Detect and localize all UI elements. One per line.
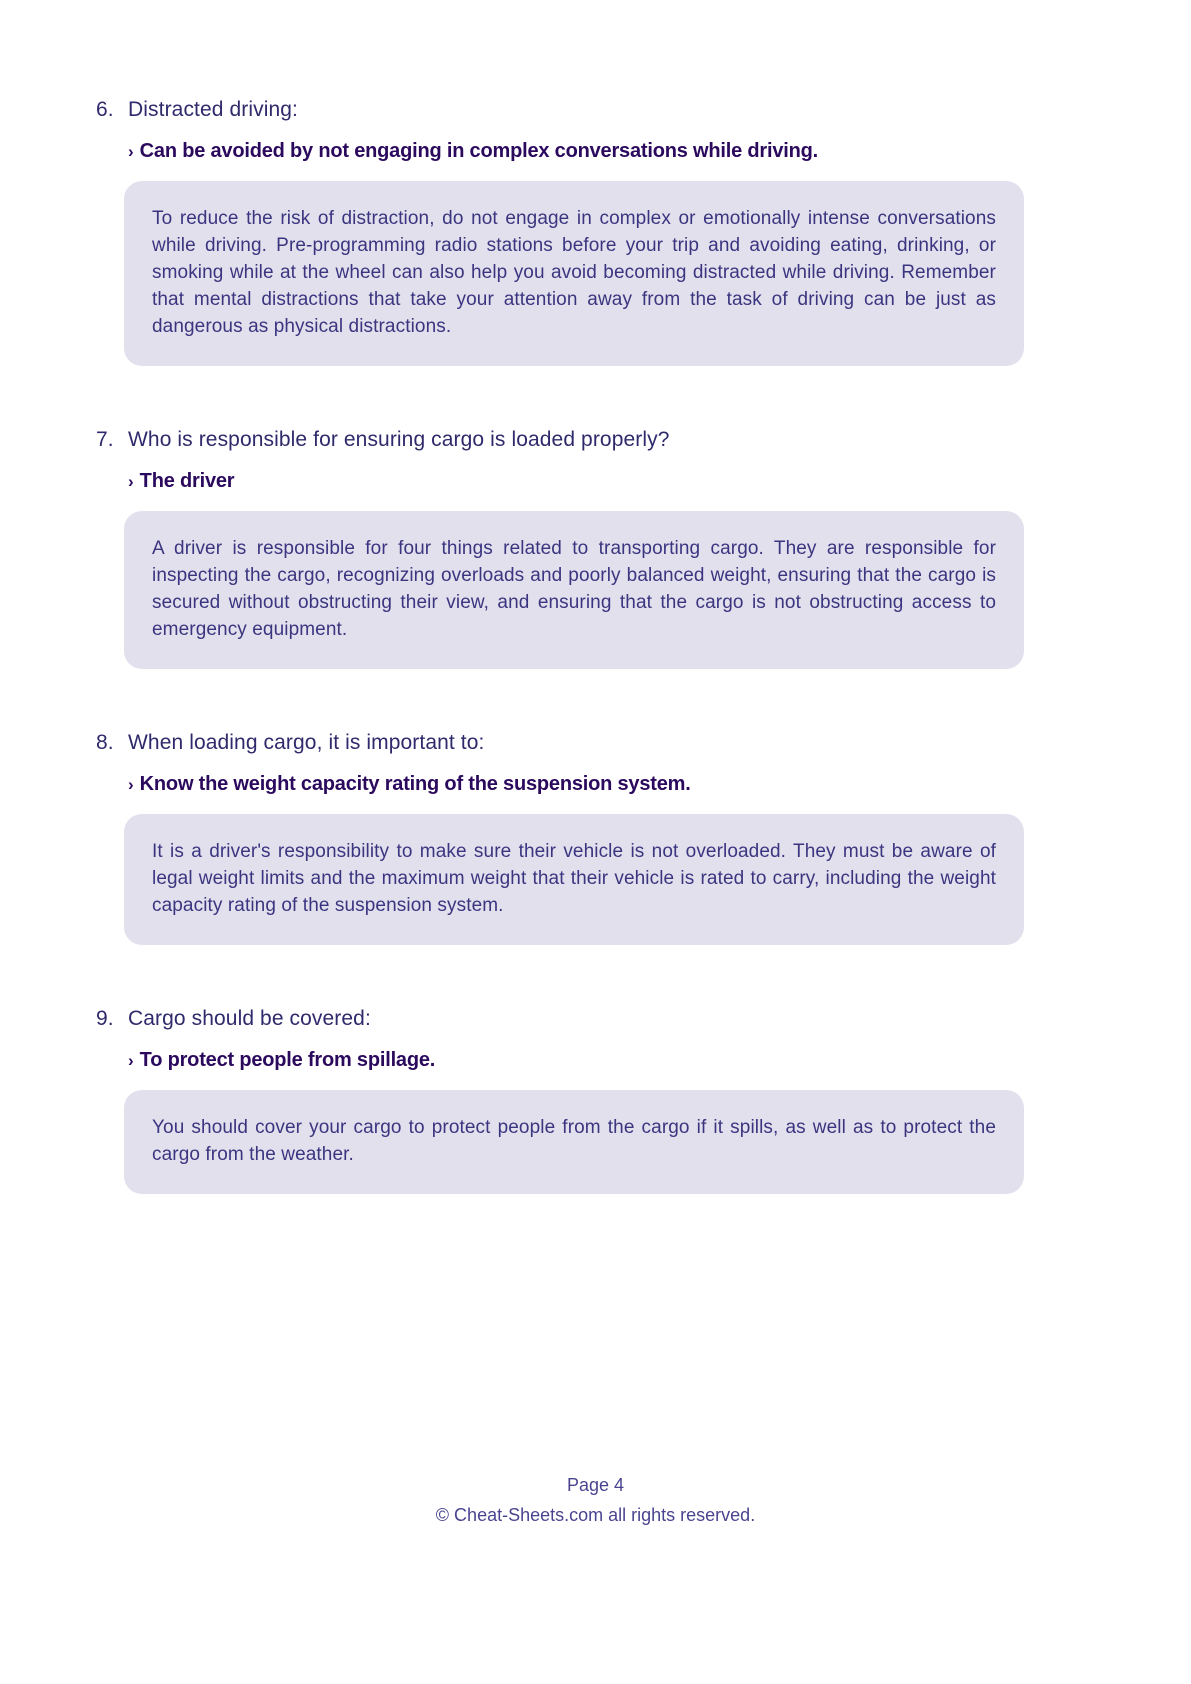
explanation-box [124,1090,1024,1194]
explanation-box [124,181,1024,366]
question-text: Who is responsible for ensuring cargo is loaded properly? [128,428,670,451]
answer-text: The driver [139,470,235,492]
explanation-text: To reduce the risk of distraction, do not engage in complex or emotionally intense conversations while driving. Pre-programming radio stations before your trip and avoiding eating, drinking, or smoking while at the wheel can also help you avoid becoming distracted while driving. Remember that mental distractions that take your attention away from the task of driving can be just as dangerous as physical distractions. [152,208,996,337]
question-row [96,729,1026,757]
question-number: 6. [96,98,114,121]
chevron-right-icon: › [128,142,134,161]
answer-row [128,468,1026,495]
answer-text: Can be avoided by not engaging in complex conversations while driving. [139,140,819,162]
explanation-box [124,814,1024,945]
page-number: Page 4 [566,1475,625,1495]
explanation-text: You should cover your cargo to protect people from the cargo if it spills, as well as to protect the cargo from the weather. [152,1117,996,1165]
explanation-text: A driver is responsible for four things related to transporting cargo. They are responsible for inspecting the cargo, recognizing overloads and poorly balanced weight, ensuring that the cargo is secured without obstructing their view, and ensuring that the cargo is not obstructing access to emergency equipment. [152,538,996,640]
question-number: 8. [96,731,114,754]
chevron-right-icon: › [128,472,134,491]
explanation-box [124,511,1024,669]
question-text: When loading cargo, it is important to: [128,731,485,754]
qa-item [96,426,1026,669]
answer-row [128,771,1026,798]
question-row [96,1005,1026,1033]
question-text: Cargo should be covered: [128,1007,371,1030]
questions-list [96,96,1026,1194]
question-text: Distracted driving: [128,98,298,121]
question-number: 7. [96,428,114,451]
answer-row [128,1047,1026,1074]
page-footer [0,1472,1191,1528]
qa-item [96,729,1026,945]
qa-item [96,1005,1026,1194]
answer-text: Know the weight capacity rating of the suspension system. [139,773,691,795]
question-row [96,96,1026,124]
answer-row [128,138,1026,165]
qa-item [96,96,1026,366]
chevron-right-icon: › [128,775,134,794]
copyright-notice: © Cheat-Sheets.com all rights reserved. [435,1505,756,1525]
chevron-right-icon: › [128,1051,134,1070]
question-row [96,426,1026,454]
explanation-text: It is a driver's responsibility to make sure their vehicle is not overloaded. They must be aware of legal weight limits and the maximum weight that their vehicle is rated to carry, including the weight capacity rating of the suspension system. [152,841,996,916]
answer-text: To protect people from spillage. [139,1049,436,1071]
question-number: 9. [96,1007,114,1030]
